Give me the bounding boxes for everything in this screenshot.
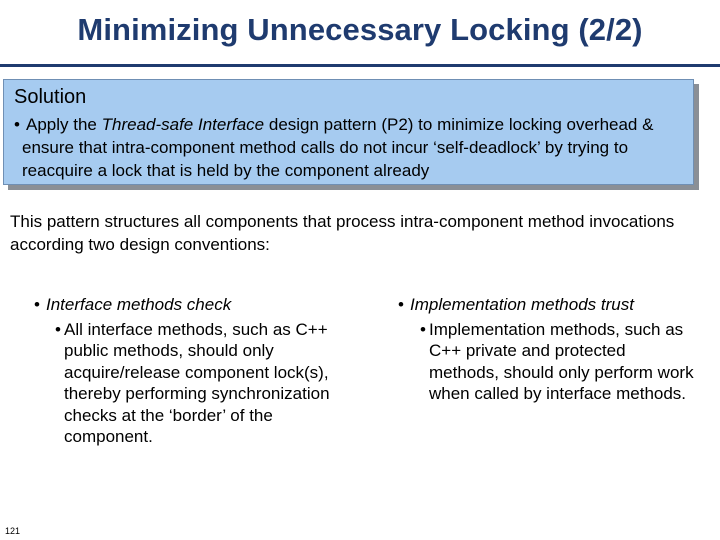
title-divider: [0, 64, 720, 67]
solution-text-suffix: design pattern (P2) to minimize locking overhead & ensure that intra-component method calls do not incur ‘self-deadlock’ by trying to reacquire a lock that is held by the component already: [22, 115, 654, 180]
bullet-icon: •: [420, 319, 426, 339]
solution-heading: Solution: [14, 86, 87, 108]
bullet-icon: •: [14, 115, 20, 134]
bullet-icon: •: [55, 319, 61, 339]
bullet-icon: •: [398, 295, 404, 314]
implementation-column: [398, 294, 698, 405]
implementation-heading-item: [398, 294, 698, 316]
solution-text: [14, 113, 694, 182]
implementation-detail-item: [398, 319, 698, 405]
intro-paragraph: This pattern structures all components that process intra-component method invocations according two design conventions:: [10, 212, 675, 254]
bullet-icon: •: [34, 295, 40, 314]
page-number: 121: [5, 526, 21, 536]
implementation-detail: Implementation methods, such as C++ private and protected methods, should only perform work when called by interface methods.: [429, 319, 694, 403]
implementation-heading: Implementation methods trust: [410, 295, 634, 314]
interface-detail-item: [34, 319, 354, 448]
interface-column: [34, 294, 354, 448]
slide-title: Minimizing Unnecessary Locking (2/2): [77, 12, 643, 47]
interface-heading-item: [34, 294, 354, 316]
interface-heading: Interface methods check: [46, 295, 232, 314]
interface-detail: All interface methods, such as C++ public methods, should only acquire/release component lock(s), thereby performing synchronization checks at the ‘border’ of the component.: [64, 319, 330, 446]
solution-pattern-name: Thread-safe Interface: [101, 115, 265, 134]
solution-box: [3, 79, 694, 185]
solution-bullet: [14, 113, 694, 182]
solution-text-prefix: Apply the: [26, 115, 102, 134]
